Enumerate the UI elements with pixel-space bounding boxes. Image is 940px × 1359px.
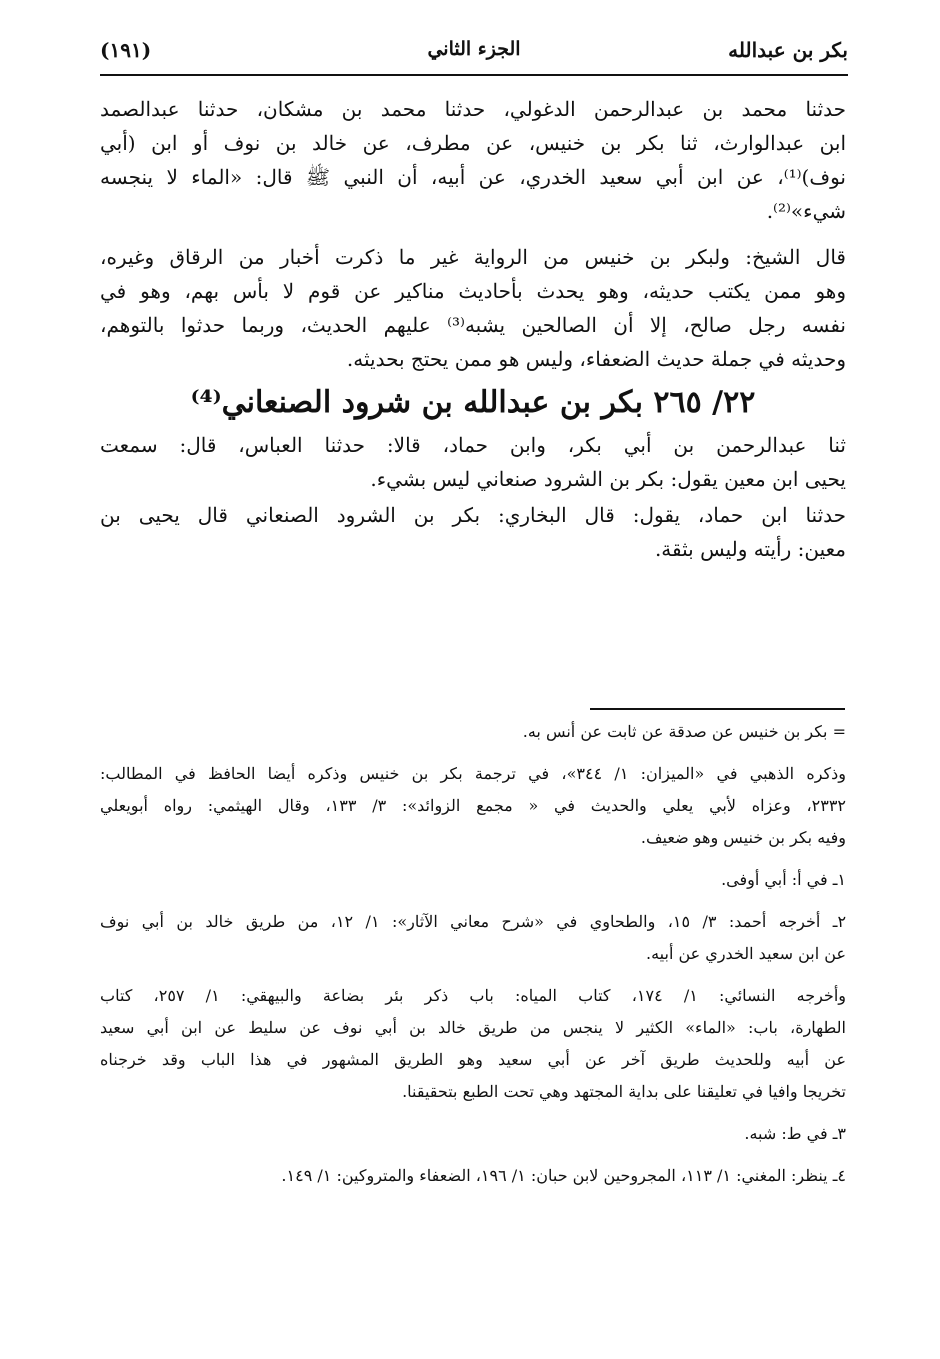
footnote-line: عن أبيه وللحديث طريق آخر عن أبي سعيد وهو الطريق المشهور في هذا الباب وقد خرجناه [100,1050,846,1069]
running-header [100,30,848,76]
footnote-separator [590,708,845,710]
footnote-line: ٢٣٣٢، وعزاه لأبي يعلي والحديث في « مجمع الزوائد»: ٣/ ١٣٣، وقال الهيثمي: رواه أبويعلي [100,796,846,815]
footnote-line: وفيه بكر بن خنيس وهو ضعيف. [640,828,846,847]
footnote-line: عن ابن سعيد الخدري عن أبيه. [646,944,846,963]
entry-title: ٢٢/ ٢٦٥ بكر بن عبدالله بن شرود الصنعاني⁽⁴⁾ [190,385,756,420]
text-line: شيء»⁽²⁾. [766,199,846,223]
footnote-line: ٣ـ في ط: شبه. [744,1124,846,1143]
text-line: حدثنا ابن حماد، يقول: قال البخاري: بكر بن الشرود الصنعاني قال يحيى بن [100,503,846,527]
text-line: وحديثه في جملة حديث الضعفاء، وليس هو ممن يحتج بحديثه. [346,347,846,371]
text-line: ثنا عبدالرحمن بن أبي بكر، وابن حماد، قالا: حدثنا العباس، قال: سمعت [100,433,846,457]
text-line: نفسه رجل صالح، إلا أن الصالحين يشبه⁽³⁾ عليهم الحديث، وربما حدثوا بالتوهم، [100,313,846,337]
footnote-nasai [100,980,846,1108]
text-line: نوف)⁽¹⁾، عن ابن أبي سعيد الخدري، عن أبيه، أن النبي ﷺ قال: «الماء لا ينجسه [100,165,846,189]
text-line: قال الشيخ: ولبكر بن خنيس من الرواية غير ما ذكرت أخبار من الرقاق وغيره، [100,245,846,269]
footnote-3 [100,1118,846,1150]
paragraph-sheikh-comment [100,240,846,376]
footnote-1 [100,864,846,896]
footnote-line: = بكر بن خنيس عن صدقة عن ثابت عن أنس به. [522,722,846,741]
main-text [100,92,846,566]
paragraph-abbas [100,428,846,496]
footnote-line: وذكره الذهبي في «الميزان: ١/ ٣٤٤»، في ترجمة بكر بن خنيس وذكره أيضا الحافظ في المطالب: [100,764,846,783]
text-line: حدثنا محمد بن عبدالرحمن الدغولي، حدثنا محمد بن مشكان، حدثنا عبدالصمد [100,97,846,121]
footnote-line: ٢ـ أخرجه أحمد: ٣/ ١٥، والطحاوي في «شرح معاني الآثار»: ١/ ١٢، من طريق خالد بن أبي نوف [100,912,846,931]
footnotes [100,716,846,1192]
footnote-dhahabi [100,758,846,854]
header-author: بكر بن عبدالله [728,38,848,62]
paragraph-bukhari [100,498,846,566]
footnote-line: ١ـ في أ: أبي أوفى. [721,870,846,889]
footnote-line: تخريجا وافيا في تعليقنا على بداية المجتهد وهي تحت الطبع بتحقيقنا. [402,1082,846,1101]
text-line: يحيى ابن معين يقول: بكر بن الشرود صنعاني ليس بشيء. [370,467,846,491]
text-line: وهو ممن يكتب حديثه، وهو يحدث بأحاديث مناكير عن قوم لا بأس بهم، وهو في [100,279,846,303]
footnote-line: ٤ـ ينظر: المغني: ١/ ١١٣، المجروحين لابن حبان: ١/ ١٩٦، الضعفاء والمتروكين: ١/ ١٤٩. [281,1166,846,1185]
footnote-continuation [100,716,846,748]
header-volume: الجزء الثاني [427,38,521,60]
text-line: ابن عبدالوارث، ثنا بكر بن خنيس، عن مطرف، عن خالد بن نوف أو ابن (أبي [100,131,846,155]
footnote-2 [100,906,846,970]
footnote-line: وأخرجه النسائي: ١/ ١٧٤، كتاب المياه: باب ذكر بئر بضاعة والبيهقي: ١/ ٢٥٧، كتاب [100,986,846,1005]
footnote-line: الطهارة، باب: «الماء» الكثير لا ينجس من طريق خالد بن أبي نوف عن سليط عن ابن أبي سعيد [100,1018,846,1037]
paragraph-hadith [100,92,846,228]
page-number: (١٩١) [100,38,152,62]
footnote-4 [100,1160,846,1192]
text-line: معين: رأيته وليس بثقة. [654,537,846,561]
